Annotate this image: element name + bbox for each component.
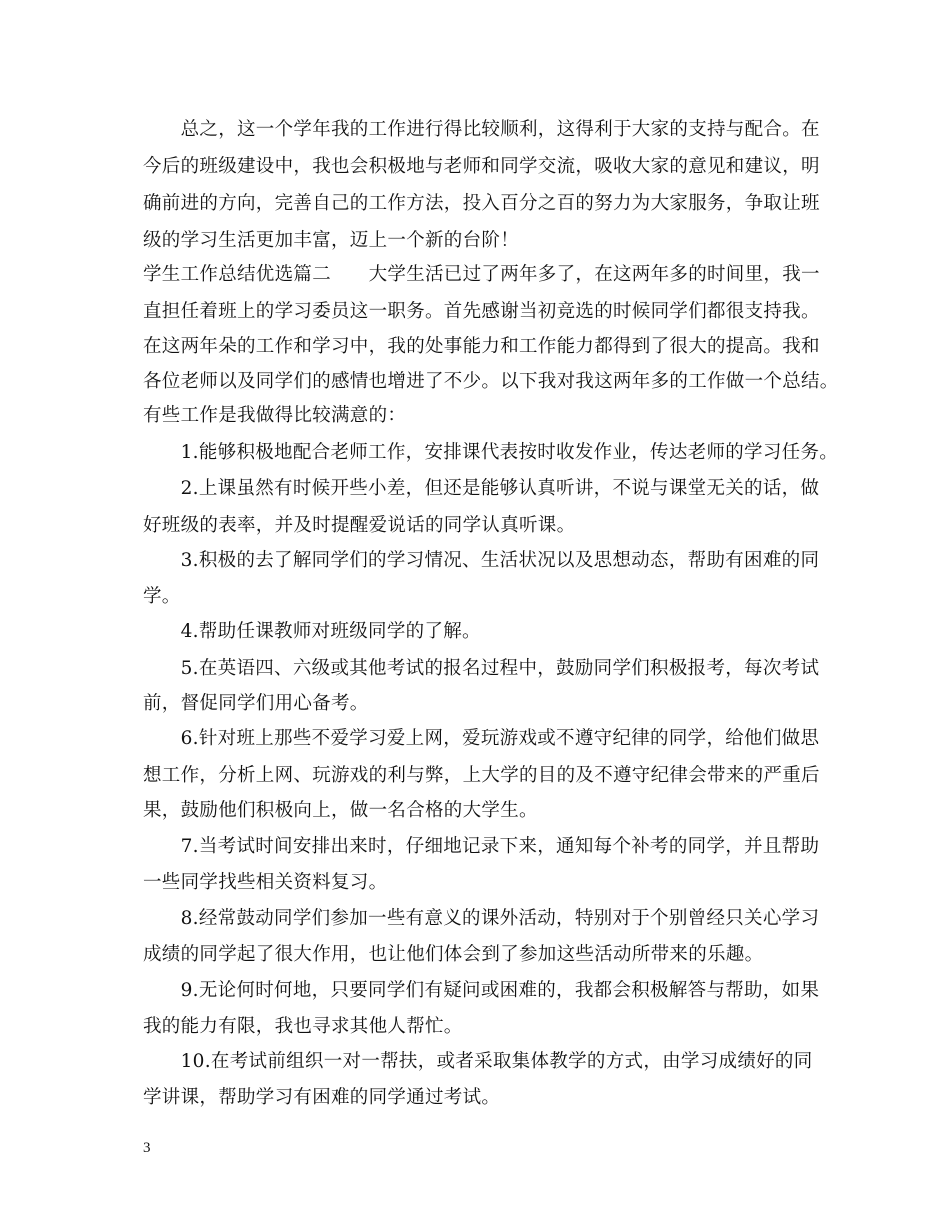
text-line: 前，督促同学们用心备考。 [143, 693, 369, 714]
text-line: 学。 [143, 586, 181, 607]
text-line: 有些工作是我做得比较满意的： [143, 405, 407, 426]
text-line: 确前进的方向，完善自己的工作方法，投入百分之百的努力为大家服务，争取让班 [143, 193, 820, 214]
text-line: 今后的班级建设中，我也会积极地与老师和同学交流，吸收大家的意见和建议，明 [143, 156, 820, 177]
text-line: 6.针对班上那些不爱学习爱上网，爱玩游戏或不遵守纪律的同学，给他们做思 [143, 728, 820, 749]
text-line: 直担任着班上的学习委员这一职务。首先感谢当初竞选的时候同学们都很支持我。 [143, 301, 820, 322]
text-line: 1.能够积极地配合老师工作，安排课代表按时收发作业，传达老师的学习任务。 [143, 442, 839, 463]
text-line: 想工作，分析上网、玩游戏的利与弊，上大学的目的及不遵守纪律会带来的严重后 [143, 765, 820, 786]
text-line: 总之，这一个学年我的工作进行得比较顺利，这得利于大家的支持与配合。在 [143, 119, 820, 140]
text-line: 在这两年朵的工作和学习中，我的处事能力和工作能力都得到了很大的提高。我和 [143, 336, 820, 357]
text-line: 各位老师以及同学们的感情也增进了不少。以下我对我这两年多的工作做一个总结。 [143, 371, 839, 392]
text-line: 一些同学找些相关资料复习。 [143, 872, 388, 893]
text-line: 4.帮助任课教师对班级同学的了解。 [143, 621, 481, 642]
text-line: 5.在英语四、六级或其他考试的报名过程中，鼓励同学们积极报考，每次考试 [143, 658, 820, 679]
page-number: 3 [143, 1140, 151, 1156]
text-line: 3.积极的去了解同学们的学习情况、生活状况以及思想动态，帮助有困难的同 [143, 550, 820, 571]
text-line: 10.在考试前组织一对一帮扶，或者采取集体教学的方式，由学习成绩好的同 [143, 1051, 813, 1072]
text-line: 学生工作总结优选篇二 大学生活已过了两年多了，在这两年多的时间里，我一 [143, 264, 820, 285]
text-line: 果，鼓励他们积极向上，做一名合格的大学生。 [143, 800, 538, 821]
text-line: 2.上课虽然有时候开些小差，但还是能够认真听讲，不说与课堂无关的话，做 [143, 478, 820, 499]
text-line: 我的能力有限，我也寻求其他人帮忙。 [143, 1016, 463, 1037]
text-line: 级的学习生活更加丰富，迈上一个新的台阶！ [143, 230, 520, 251]
text-line: 9.无论何时何地，只要同学们有疑问或困难的，我都会积极解答与帮助，如果 [143, 980, 820, 1001]
text-line: 7.当考试时间安排出来时，仔细地记录下来，通知每个补考的同学，并且帮助 [143, 836, 820, 857]
text-line: 学讲课，帮助学习有困难的同学通过考试。 [143, 1087, 501, 1108]
text-line: 8.经常鼓动同学们参加一些有意义的课外活动，特别对于个别曾经只关心学习 [143, 908, 820, 929]
text-line: 好班级的表率，并及时提醒爱说话的同学认真听课。 [143, 515, 576, 536]
text-line: 成绩的同学起了很大作用，也让他们体会到了参加这些活动所带来的乐趣。 [143, 944, 764, 965]
